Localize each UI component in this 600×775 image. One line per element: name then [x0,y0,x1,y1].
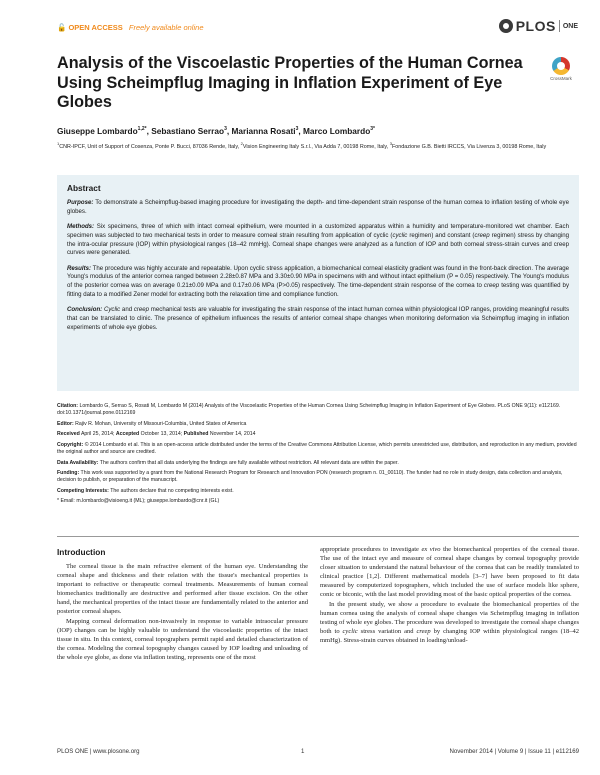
paper-title: Analysis of the Viscoelastic Properties of the Human Cornea Using Scheimpflug Imaging in Inflation Experiment of Eye Globes [57,54,523,111]
open-access-lock-icon: 🔓 [57,23,67,32]
body-text: by changing IOP within physiological ranges (18–42 mmHg). Stress-strain curves obtained in loading/unload- [320,627,579,644]
editor [57,421,579,428]
abstract-heading: Abstract [67,183,101,193]
footer-issue: November 2014 | Volume 9 | Issue 11 | e112169 [449,748,579,755]
author-name: Sebastiano Serrao [151,126,225,136]
email[interactable]: * Email: m.lombardo@visioeng.it (ML); giuseppe.lombardo@cnr.it (GL) [57,498,220,505]
body-text: stress variation and [357,627,417,635]
competing-label: Competing Interests: [57,487,109,494]
body-italic: ex vivo [421,546,441,553]
citation-label: Citation: [57,403,79,409]
crossmark-badge[interactable] [548,57,574,81]
body-italic: creep [416,627,431,635]
affiliation-number: 2 [240,141,243,146]
received-label: Received [57,431,80,438]
body-text: appropriate procedures to investigate [320,546,422,553]
citation [57,403,579,418]
author-affiliation-marker: 3 [295,126,299,133]
journal-brand: PLOS [515,18,556,34]
crossmark-label: CrossMark [550,76,572,81]
copyright-text: © 2014 Lombardo et al. This is an open-access article distributed under the terms of the Creative Commons Attribution License, which permits unrestricted use, distribution, and reproduction in any medium, provided the original author and source are credited. [57,441,577,456]
body-paragraph: The corneal tissue is the main refractive element of the human eye. Understanding the corneal shape and thickness and their relation with the tissue's mechanical properties is important to refractive or therapeutic corneal treatments. Measurements of human corneal biomechanics traditionally are destructive and performed after tissue excision. On the other hand, the mechanical properties of the intact tissue are fundamentally related to the anterior and posterior corneal shapes. [57,563,308,616]
published-date: November 14, 2014 [209,431,256,438]
funding-text: This work was supported by a grant from the National Research Program for Research and Innovation PON (research program n. 01_00110). The funder had no role in study design, data collection and analysis, decision to publish, or preparation of the manuscript. [57,470,563,484]
body-paragraph: Mapping corneal deformation non-invasively in response to variable intraocular pressure (IOP) changes can be highly valuable to understand the viscoelastic properties of the intact tissue in situ. In this context, corneal topographers permit rapid and detailed characterization of the cornea. Modeling the corneal topography changes caused by IOP loading and unloading of the whole eye globe, as done via inflation testing, represents one of the most [57,617,308,661]
citation-text[interactable]: Lombardo G, Serrao S, Rosati M, Lombardo M (2014) Analysis of the Viscoelastic Properties of the Human Cornea Using Scheimpflug Imaging in Inflation Experiment of Eye Globes. PLoS ONE 9(11): e112169. doi:10.1371/journal.pone.0112169 [57,403,561,417]
conclusion-creep: creep [133,306,150,313]
methods-label: Methods: [67,223,95,230]
author-name: Marco Lombardo [302,126,371,136]
methods-text: Six specimens, three of which with intact corneal epithelium, were mounted in a customized apparatus within a humidity and temperature-monitored wet chamber. Each specimen was subjected to two mechanical tests in order to measure corneal strain resulting from application of cyclic ( [67,223,569,239]
accepted-label: Accepted [115,431,140,438]
purpose-label: Purpose: [67,199,94,206]
affiliation-text: CNR-IPCF, Unit of Support of Cosenza, Ponte P. Bucci, 87036 Rende, Italy, [59,143,240,150]
body-column-right [320,545,579,645]
abstract-methods [67,223,569,258]
data-availability [57,460,579,467]
body-paragraph [320,600,579,645]
logo-separator [559,20,560,32]
dates [57,431,579,438]
affiliation-number: 3 [389,141,392,146]
journal-sub: ONE [562,22,578,30]
author-affiliation-marker: 3 [224,126,227,133]
body-italic: cyclic [342,627,358,635]
affiliation-number: 1 [57,141,60,146]
funding-label: Funding: [57,470,80,477]
author-name: Marianna Rosati [231,126,296,136]
body-text: In the present study, we show a procedure to evaluate the biomechanical properties of the human cornea using the analysis of corneal shape changes via Scheimpflug imaging in inflation testing of whole eye globes. The procedure was developed to investigate the corneal shape changes both to [320,600,579,635]
results-creep: creep [483,282,500,289]
author-list: Giuseppe Lombardo$^{1,2*}$, Sebastiano Serrao$^3$, Marianna Rosati$^3$, Marco Lombardo$^{3*}$ [57,126,376,136]
open-access-banner [57,23,204,32]
crossmark-icon [552,57,570,75]
copyright-label: Copyright: [57,441,84,448]
editor-text: Rajiv R. Mohan, University of Missouri-Columbia, United States of America [75,420,247,427]
data-availability-label: Data Availability: [57,459,99,466]
competing-interests [57,488,579,495]
plos-logo-icon [499,19,513,33]
results-text: testing was quantified by fitting data to a modified Zener model for extracting both the relaxation time and compliance function. [67,282,569,298]
conclusion-text: mechanical tests are valuable for investigating the strain response of the intact human cornea within physiological IOP ranges, providing meaningful results that can be translated to clinic. The presence of epithelium influences the results of anterior corneal shape changes when monitoring deformation via Scheimpflug imaging in inflation experiments of whole eye globes. [67,306,569,331]
abstract-purpose [67,199,569,217]
open-access-label: OPEN ACCESS [68,23,123,32]
body-paragraph [320,545,579,600]
freely-available-label: Freely available online [128,23,204,32]
body-text: the biomechanical properties of the corneal tissue. The use of the intact eye and measure of corneal shape changes by corneal topography provide closer situation to understand the natural behaviour of the cornea that can be readily translated to clinical practice [1,2]. Different mathematical models [3–7] have been proposed to fit data measured by computerized topographers, which included the use of surface models like sphere, conic or biconic, with the last model providing most of the basic optical properties of the cornea. [320,546,579,599]
footer-journal[interactable]: PLOS ONE | www.plosone.org [57,748,140,755]
affiliation-text: Fondazione G.B. Bietti IRCCS, Via Livenza 3, 00198 Rome, Italy [391,143,547,150]
affiliation-text: Vision Engineering Italy S.r.l., Via Adda 7, 00198 Rome, Italy, [242,143,389,150]
editor-label: Editor: [57,420,74,427]
results-text: The procedure was highly accurate and repeatable. Upon cyclic stress application, a biomechanical corneal elasticity gradient was found in the front-back direction. The average Young's modulus of the anterior cornea ranged between 2.28±0.87 MPa and 3.30±0.90 MPa in specimens with and without intact epithelium (P = 0.05) respectively. The Young's modulus of the posterior cornea was on average 0.21±0.09 MPa and 0.17±0.06 MPa (P>0.05) respectively. The time-dependent strain response of the cornea to [67,264,569,289]
results-label: Results: [67,264,92,272]
competing-text: The authors declare that no competing interests exist. [110,487,234,494]
methods-text: regimen) stress by changing the intra-ocular pressure (IOP) within physiological ranges (18–42 mmHg). Corneal shape changes were analyzed as a function of IOP and both corneal stress-strain curves and creep curves were generated. [67,231,569,257]
author-affiliation-marker: 1,2* [137,126,147,133]
funding [57,470,579,485]
journal-logo [499,18,578,34]
author-affiliation-marker: 3* [370,126,376,133]
page-number: 1 [301,748,305,755]
published-label: Published [183,431,209,438]
received-date: April 25, 2014; [80,431,115,438]
abstract-results [67,265,569,300]
abstract-conclusion [67,306,569,332]
methods-text: regimen) and constant ( [407,231,475,239]
conclusion-label: Conclusion: [67,306,103,313]
conclusion-text: and [120,306,134,313]
accepted-date: October 13, 2014; [140,431,183,438]
abstract-box [57,175,579,391]
section-divider [57,536,579,537]
article-metadata [57,403,579,509]
affiliations [57,140,577,151]
author-name: Giuseppe Lombardo [57,126,138,136]
body-column-left [57,562,308,662]
conclusion-cyclic: Cyclic [103,306,121,313]
copyright [57,442,579,457]
purpose-text: To demonstrate a Scheimpflug-based imaging procedure for investigating the depth- and time-dependent strain response of the human cornea to inflation testing of whole eye globes. [67,199,569,215]
data-availability-text: The authors confirm that all data underlying the findings are fully available without restriction. All relevant data are within the paper. [99,459,399,466]
methods-creep: creep [474,231,490,239]
methods-cyclic: cyclic [392,231,408,239]
introduction-heading: Introduction [57,547,106,557]
